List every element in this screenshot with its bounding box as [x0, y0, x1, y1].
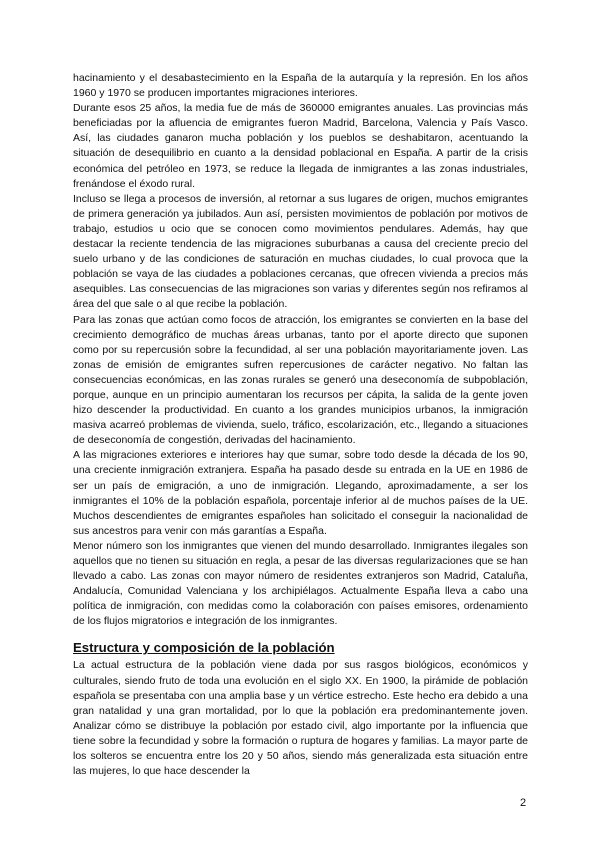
- section-heading: Estructura y composición de la población: [73, 640, 335, 656]
- paragraph: Durante esos 25 años, la media fue de más de 360000 emigrantes anuales. Las provincias más beneficiadas por la afluencia de emigrantes fueron Madrid, Barcelona, Valencia y País Vasco. Así, las ciudades ganaron mucha población y los pueblos se deshabitaron, acentuando la situación de desequilibrio en cuanto a la densidad poblacional en España. A partir de la crisis económica del petróleo en 1973, se reduce la llegada de inmigrantes a las zonas industriales, frenándose el éxodo rural.: [73, 102, 528, 190]
- paragraph: Menor número son los inmigrantes que vienen del mundo desarrollado. Inmigrantes ilegales son aquellos que no tienen su situación en regla, a pesar de las diversas regularizaciones que se han llevado a cabo. Las zonas con mayor número de residentes extranjeros son Madrid, Cataluña, Andalucía, Comunidad Valenciana y los archipiélagos. Actualmente España lleva a cabo una política de inmigración, con medidas como la colaboración con países emisores, ordenamiento de los flujos migratorios e integración de los inmigrantes.: [73, 539, 528, 628]
- document-body: [73, 71, 528, 779]
- paragraph: hacinamiento y el desabastecimiento en la España de la autarquía y la represión. En los años 1960 y 1970 se producen importantes migraciones interiores.: [73, 72, 528, 100]
- paragraph: A las migraciones exteriores e interiores hay que sumar, sobre todo desde la década de los 90, una creciente inmigración extranjera. España ha pasado desde su entrada en la UE en 1986 de ser un país de emigración, a uno de inmigración. Llegando, aproximadamente, a ser los inmigrantes el 10% de la población española, porcentaje inferior al de muchos países de la UE. Muchos descendientes de emigrantes españoles han solicitado el conseguir la nacionalidad de sus ancestros para venir con más garantías a España.: [73, 449, 528, 537]
- paragraph: Para las zonas que actúan como focos de atracción, los emigrantes se convierten en la base del crecimiento demográfico de muchas áreas urbanas, tanto por el aporte directo que suponen como por su repercusión sobre la fecundidad, al ser una población mayoritariamente joven. Las zonas de emisión de emigrantes sufren repercusiones de carácter negativo. No faltan las consecuencias económicas, en las zonas rurales se generó una deseconomía de subpoblación, porque, aunque en un principio aumentaran los recursos per cápita, la salida de la gente joven hizo descender la productividad. En cuanto a los grandes municipios urbanos, la inmigración masiva acarreó problemas de vivienda, suelo, tráfico, escolarización, etc., llegando a situaciones de deseconomía de congestión, derivadas del hacinamiento.: [73, 313, 528, 447]
- paragraph: Incluso se llega a procesos de inversión, al retornar a sus lugares de origen, muchos emigrantes de primera generación ya jubilados. Aun así, persisten movimientos de población por motivos de trabajo, estudios u ocio que se conocen como movimientos pendulares. Además, hay que destacar la reciente tendencia de las migraciones suburbanas a causa del creciente precio del suelo urbano y de las condiciones de saturación en muchas ciudades, lo cual provoca que la población se vaya de las ciudades a poblaciones cercanas, que ofrecen vivienda a precios más asequibles. Las consecuencias de las migraciones son varias y diferentes según nos refiramos al área del que sale o al que recibe la población.: [73, 192, 528, 311]
- paragraph: La actual estructura de la población viene dada por sus rasgos biológicos, económicos y culturales, siendo fruto de toda una evolución en el siglo XX. En 1900, la pirámide de población española se presentaba con una amplia base y un vértice estrecho. Este hecho era debido a una gran natalidad y una gran mortalidad, por lo que la población era predominantemente joven. Analizar cómo se distribuye la población por estado civil, algo importante por la influencia que tiene sobre la fecundidad y sobre la formación o ruptura de hogares y familias. La mayor parte de los solteros se encuentra entre los 20 y 50 años, siendo más generalizada esta situación entre las mujeres, lo que hace descender la: [73, 659, 528, 778]
- page-number: 2: [520, 797, 527, 809]
